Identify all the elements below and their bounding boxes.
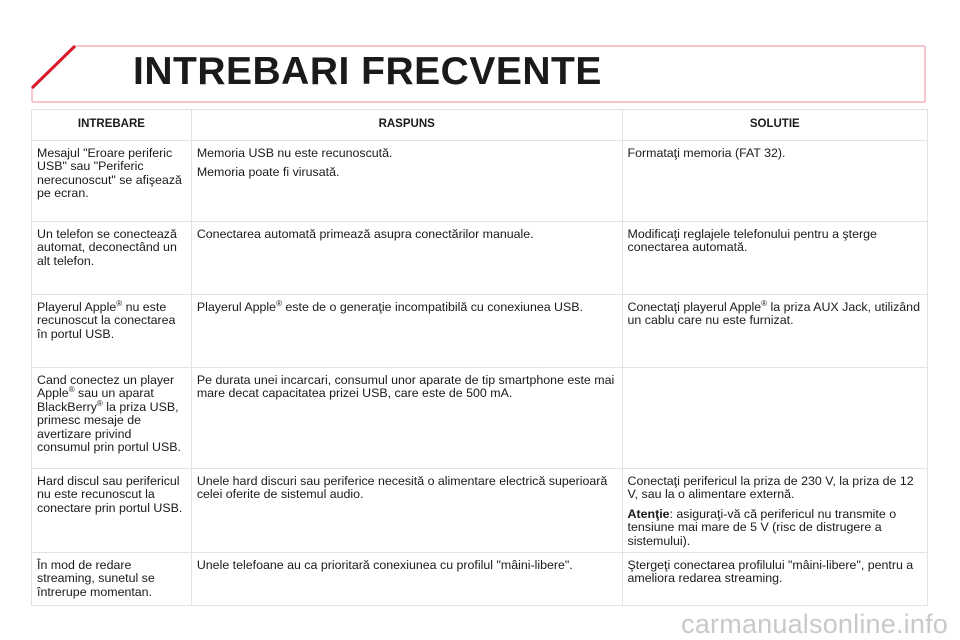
- header-question: INTREBARE: [32, 110, 192, 141]
- solution-cell: Conectaţi playerul Apple® la priza AUX Jack, utilizând un cablu care nu este furnizat.: [622, 295, 927, 368]
- question-cell: Hard discul sau perifericul nu este recunoscut la conectare prin portul USB.: [32, 469, 192, 553]
- question-cell: Playerul Apple® nu este recunoscut la conectarea în portul USB.: [32, 295, 192, 368]
- solution-cell: [622, 222, 927, 295]
- question-cell: Cand conectez un player Apple® sau un aparat BlackBerry® la priza USB, primesc mesaje de avertizare privind consumul prin portul USB.: [32, 368, 192, 469]
- answer-line: Memoria poate fi virusată.: [196, 165, 340, 180]
- table-row: [32, 222, 928, 295]
- question-cell: Mesajul "Eroare periferic USB" sau "Periferic nerecunoscut" se afişează pe ecran.: [32, 141, 192, 222]
- table-row: [32, 368, 928, 469]
- table-header-row: [32, 110, 928, 141]
- answer-line: Conectarea automată primează asupra conectărilor manuale.: [196, 227, 534, 241]
- solution-cell: [622, 469, 927, 553]
- question-cell: În mod de redare streaming, sunetul se întrerupe momentan.: [32, 553, 192, 606]
- answer-line: Memoria USB nu este recunoscută.: [196, 146, 393, 160]
- watermark: carmanualsonline.info: [681, 609, 948, 639]
- table-row: [32, 469, 928, 553]
- solution-cell: Ştergeţi conectarea profilului "mâini-libere", pentru a ameliora redarea streaming.: [622, 553, 927, 606]
- answer-cell: Unele telefoane au ca prioritară conexiunea cu profilul "mâini-libere".: [191, 553, 622, 606]
- table-row: [32, 553, 928, 606]
- solution-line: Formataţi memoria (FAT 32).: [627, 146, 786, 160]
- warning-label: Atenţie: [627, 506, 670, 521]
- solution-line: Conectaţi perifericul la priza de 230 V, la priza de 12 V, sau la o alimentare externă.: [627, 474, 914, 502]
- header-solution: SOLUTIE: [622, 110, 927, 141]
- header-red-diagonal: [32, 46, 75, 88]
- answer-cell: Unele hard discuri sau periferice necesită o alimentare electrică superioară celei oferite de sistemul audio.: [191, 469, 622, 553]
- solution-warning: Atenţie: asiguraţi-vă că perifericul nu transmite o tensiune mai mare de 5 V (risc de distrugere a sistemului).: [627, 506, 897, 548]
- answer-cell: Playerul Apple® este de o generaţie incompatibilă cu conexiunea USB.: [191, 295, 622, 368]
- solution-line: Modificaţi reglajele telefonului pentru a şterge conectarea automată.: [627, 227, 877, 255]
- header-answer: RASPUNS: [191, 110, 622, 141]
- answer-cell: [191, 222, 622, 295]
- faq-table: [31, 109, 928, 606]
- table-row: [32, 141, 928, 222]
- answer-cell: Pe durata unei incarcari, consumul unor aparate de tip smartphone este mai mare decat capacitatea prizei USB, care este de 500 mA.: [191, 368, 622, 469]
- question-cell: Un telefon se conectează automat, deconectând un alt telefon.: [32, 222, 192, 295]
- page-title: INTREBARI FRECVENTE: [133, 50, 602, 93]
- answer-cell: [191, 141, 622, 222]
- table-row: [32, 295, 928, 368]
- solution-cell: [622, 141, 927, 222]
- solution-cell: [622, 368, 927, 469]
